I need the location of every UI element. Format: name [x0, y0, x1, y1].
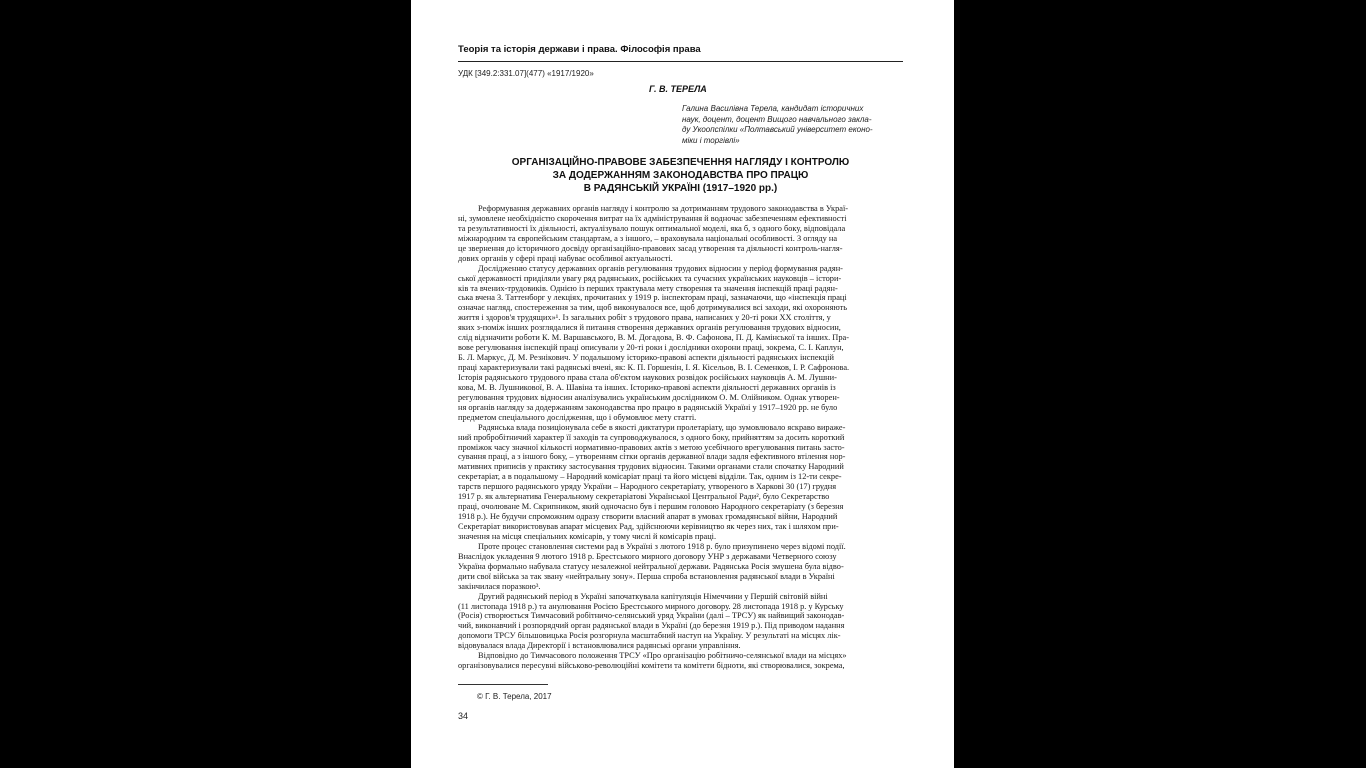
- body-line: регулювання трудових відносин аналізувались українським дослідником О. М. Олійником. Однак утворен-: [458, 392, 840, 402]
- article-body: [458, 204, 903, 671]
- body-paragraph: [458, 592, 903, 652]
- body-line: яких з-поміж інших розглядалися й питання створення державних органів регулювання трудових відносин,: [458, 323, 841, 333]
- body-line: дових органів у сфері праці набуває особливої актуальності.: [458, 253, 673, 263]
- body-line: допомоги ТРСУ більшовицька Росія розгорнула масштабний наступ на Україну. У результаті на місцях лік-: [458, 631, 841, 641]
- header-divider: [458, 61, 903, 62]
- body-line: праці, очолюване М. Скрипником, який одночасно був і першим головою Народного секретаріату (з березня: [458, 502, 844, 512]
- body-line: організовувалися пересувні військово-революційні комітети та комітети бідноти, які створювалися, зокрема,: [458, 661, 845, 671]
- udc-code: УДК [349.2:331.07](477) «1917/1920»: [458, 69, 594, 78]
- author-name: Г. В. ТЕРЕЛА: [649, 84, 707, 94]
- body-line: Радянська влада позиціонувала себе в якості диктатури пролетаріату, що зумовлювало яскраво вираже-: [478, 422, 846, 432]
- body-line: сування праці, а з іншого боку, – утворенням сітки органів державної влади задля ефективного втілення нор-: [458, 452, 846, 462]
- body-line: значення на місця спеціальних комісарів, у тому числі й комісарів праці.: [458, 531, 717, 541]
- body-paragraph: [458, 423, 903, 542]
- body-line: відовувалася влада Директорії і встановлювалися радянські органи управління.: [458, 641, 741, 651]
- title-line: ЗА ДОДЕРЖАННЯМ ЗАКОНОДАВСТВА ПРО ПРАЦЮ: [552, 170, 809, 181]
- body-line: 1917 р. як альтернатива Генеральному секретаріатові Української Центральної Ради², було Секретарство: [458, 492, 830, 502]
- body-line: секретаріат, а в подальшому – Народний комісаріат праці та його місцеві відділи. Так, одним із 12-ти секре-: [458, 472, 842, 482]
- body-line: ний пробробітничий характер її заходів та супроводжувалося, з одного боку, прийняттям за досить короткий: [458, 432, 845, 442]
- body-line: мативних приписів у практику застосування трудових відносин. Такими органами стали спочатку Народний: [458, 462, 844, 472]
- body-line: дити свої війська за так звану «нейтральну зону». Перша спроба встановлення радянської влади в Україні: [458, 571, 835, 581]
- author-info-line: ду Укоопспілки «Полтавський університет еконо-: [682, 125, 873, 134]
- body-paragraph: [458, 651, 903, 671]
- body-line: ня органів нагляду за додержанням законодавства про працю в радянській Україні у 1917–1920 рр. не було: [458, 402, 838, 412]
- body-line: закінчилася поразкою³.: [458, 581, 541, 591]
- author-info-line: міки і торгівлі»: [682, 135, 740, 145]
- body-line: Дослідженню статусу державних органів регулювання трудових відносин у період формування радян-: [478, 263, 843, 273]
- body-line: праці характеризували такі радянські вчені, як: К. П. Горшенін, І. Я. Кісельов, В. І. Семенков, І. Р. Сафронова.: [458, 363, 850, 372]
- body-line: це звернення до історичного досвіду організаційно-правових засад утворення та діяльності контроль-нагля-: [458, 243, 843, 253]
- body-line: тарств першого радянського уряду України – Народного секретаріату, утвореного в Харкові 30 (17) грудня: [458, 482, 837, 492]
- body-paragraph: [458, 204, 903, 264]
- page-number: 34: [458, 711, 469, 721]
- author-info-line: Галина Василівна Терела, кандидат історичних: [682, 104, 864, 113]
- body-line: Внаслідок укладення 9 лютого 1918 р. Брестського мирного договору УНР з державами Четверного союзу: [458, 551, 837, 561]
- body-line: (Росія) створюється Тимчасовий робітничо-селянський уряд України (далі – ТРСУ) як найвищий законодав-: [458, 611, 845, 621]
- body-line: ська вчена З. Таттенборг у лекціях, прочитаних у 1919 р. інспекторам праці, зазначаючи, що «інспекція праці: [458, 293, 847, 303]
- body-line: Б. Л. Маркус, Д. М. Резнікович. У подальшому історико-правові аспекти діяльності радянських інспекцій: [458, 353, 834, 363]
- body-line: вове регулювання інспекцій праці описували у 20-ті роки і дослідники охорони праці, зокрема, С. І. Каплун,: [458, 343, 844, 353]
- author-info-line: наук, доцент, доцент Вищого навчального закла-: [682, 114, 872, 124]
- article-title: [458, 156, 903, 195]
- body-paragraph: [458, 542, 903, 592]
- body-line: (11 листопада 1918 р.) та анулювання Росією Брестського мирного договору. 28 листопада 1918 р. у Курську: [458, 601, 844, 611]
- body-line: Другий радянський період в Україні започаткувала капітуляція Німеччини у Першій світовій війні: [478, 591, 828, 601]
- body-line: Реформування державних органів нагляду і контролю за дотриманням трудового законодавства в Украї-: [478, 204, 849, 213]
- title-line: В РАДЯНСЬКІЙ УКРАЇНІ (1917–1920 рр.): [583, 183, 778, 194]
- body-line: предметом спеціального дослідження, що і обумовлює мету статті.: [458, 412, 697, 422]
- footnote-divider: [458, 684, 548, 685]
- body-line: ків та вчених-трудовиків. Однією із перших трактувала мету створення та значення інспекцій праці радян-: [458, 283, 838, 293]
- body-line: проміжок часу значної кількості нормативно-правових актів з метою усебічного врегулювання питань засто-: [458, 442, 845, 452]
- body-line: слід відзначити роботи К. М. Варшавського, В. М. Догадова, В. Ф. Сафонова, П. Д. Камінської та інших. Пра-: [458, 333, 849, 343]
- body-line: Секретаріат використовував апарат місцевих Рад, здійснюючи керівництво як через них, так і шляхом при-: [458, 522, 839, 531]
- body-line: 1918 р.). Не будучи спроможним одразу створити власний апарат в умовах громадянської війни, Народний: [458, 512, 838, 522]
- body-line: кова, М. В. Лушникової, В. А. Шавіна та інших. Історико-правові аспекти діяльності державних органів із: [458, 382, 836, 392]
- body-line: міжнародним та європейським стандартам, а з іншого, – враховувала національні особливості. З огляду на: [458, 233, 838, 243]
- title-line: ОРГАНІЗАЦІЙНО-ПРАВОВЕ ЗАБЕЗПЕЧЕННЯ НАГЛЯДУ І КОНТРОЛЮ: [511, 157, 850, 168]
- running-head: Теорія та історія держави і права. Філософія права: [458, 44, 701, 55]
- body-paragraph: [458, 264, 903, 423]
- body-line: Україна формально набувала статусу незалежної нейтральної держави. Радянська Росія змушена була відво-: [458, 561, 844, 571]
- body-line: означає нагляд, спостереження за тим, щоб виконувалося все, щоб дотримувалися всі заходи, які охороняють: [458, 303, 848, 313]
- body-line: Проте процес становлення системи рад в Україні з лютого 1918 р. було призупинено через відомі події.: [478, 541, 846, 551]
- body-line: Відповідно до Тимчасового положення ТРСУ «Про організацію робітничо-селянської влади на місцях»: [478, 651, 847, 661]
- document-page: [411, 0, 954, 768]
- body-line: Історія радянського трудового права стала об'єктом наукових розвідок російських науковців А. М. Лушни-: [458, 372, 837, 382]
- body-line: життя і здоров'я трудящих»¹. Із загальних робіт з трудового права, написаних у 20-ті роки ХХ століття, у: [458, 313, 831, 323]
- body-line: ні, зумовлене необхідністю скорочення витрат на їх адміністрування й водночас забезпеченням ефективності: [458, 213, 847, 223]
- body-line: та результативності їх діяльності, актуалізувало пошук оптимальної моделі, яка б, з одного боку, відповідала: [458, 223, 846, 233]
- body-line: ської державності приділяли увагу ряд радянських, російських та сучасних українських науковців – істори-: [458, 273, 842, 283]
- copyright-note: © Г. В. Терела, 2017: [477, 692, 552, 701]
- body-line: чий, виконавчий і розпорядчий орган радянської влади в Україні (до березня 1919 р.). Під приводом надання: [458, 621, 845, 631]
- author-info: [682, 104, 903, 146]
